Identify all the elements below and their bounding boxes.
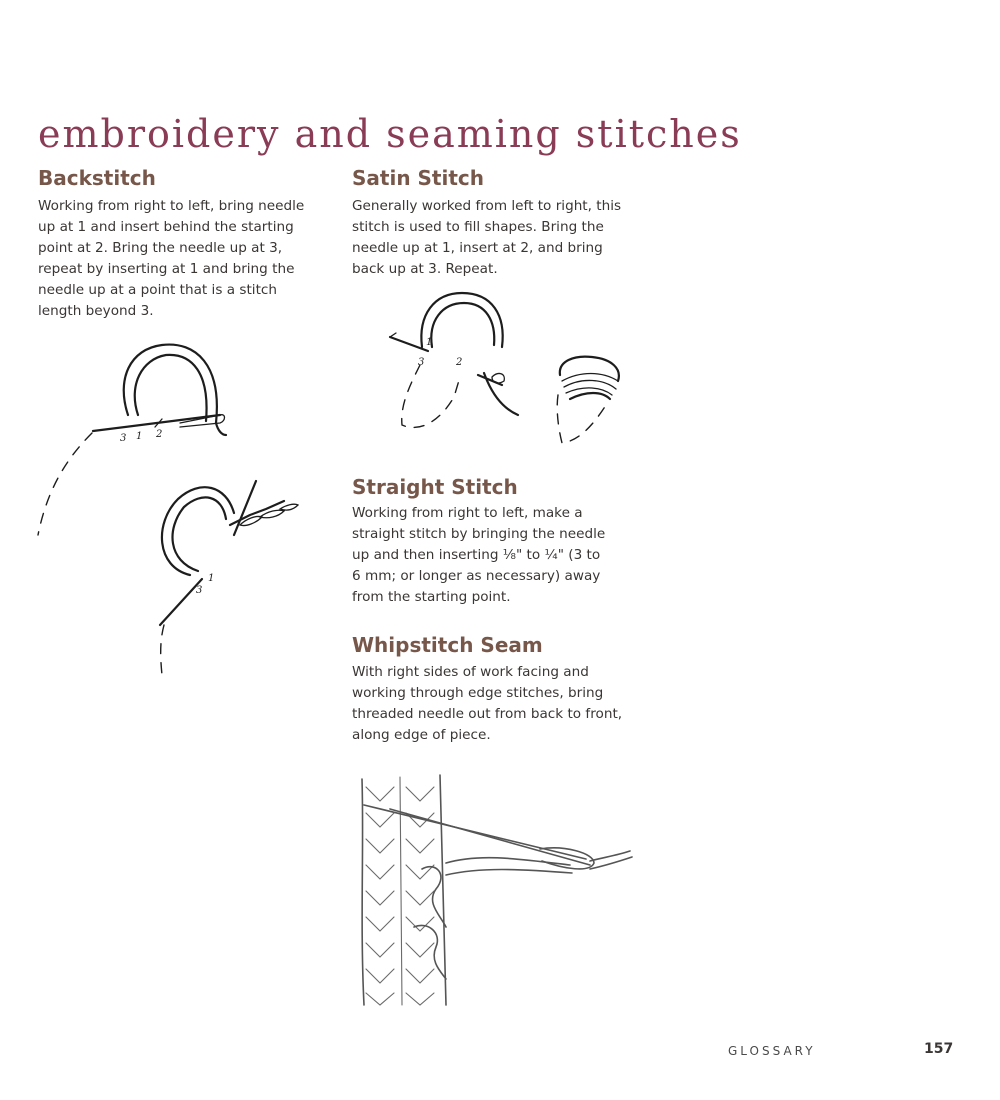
page-number: 157 (924, 1041, 954, 1057)
backstitch-description (38, 196, 338, 322)
whipstitch-line: threaded needle out from back to front, (352, 706, 623, 722)
whipstitch-seam-illustration (350, 765, 640, 1015)
whipstitch-seam-heading: Whipstitch Seam (352, 633, 543, 657)
backstitch-heading: Backstitch (38, 166, 156, 190)
satin-line: stitch is used to fill shapes. Bring the (352, 219, 604, 235)
whipstitch-line: along edge of piece. (352, 727, 491, 743)
whipstitch-line: With right sides of work facing and (352, 664, 589, 680)
section-title: embroidery and seaming stitches (38, 112, 742, 156)
satin-line: Generally worked from left to right, this (352, 198, 622, 214)
backstitch-line: repeat by inserting at 1 and bring the (38, 261, 295, 277)
backstitch-line: point at 2. Bring the needle up at 3, (38, 240, 283, 256)
backstitch-line: up at 1 and insert behind the starting (38, 219, 294, 235)
backstitch-label-2: 2 (156, 429, 163, 440)
backstitch-label-1: 1 (136, 431, 143, 442)
backstitch-label-3: 3 (120, 433, 127, 444)
backstitch-label-3b: 3 (196, 585, 203, 596)
straight-stitch-heading: Straight Stitch (352, 475, 518, 499)
straight-stitch-description (352, 503, 652, 608)
satin-label-3: 3 (418, 357, 425, 368)
footer-section-label: GLOSSARY (728, 1044, 816, 1058)
whipstitch-line: working through edge stitches, bring (352, 685, 604, 701)
satin-line: needle up at 1, insert at 2, and bring (352, 240, 603, 256)
whipstitch-seam-description (352, 662, 652, 746)
satin-stitch-heading: Satin Stitch (352, 166, 484, 190)
straight-line: Working from right to left, make a (352, 505, 583, 521)
satin-label-1: 1 (426, 337, 433, 348)
straight-line: up and then inserting ⅛" to ¼" (3 to (352, 547, 601, 563)
satin-line: back up at 3. Repeat. (352, 261, 498, 277)
backstitch-line: length beyond 3. (38, 303, 154, 319)
backstitch-line: Working from right to left, bring needle (38, 198, 305, 214)
straight-line: straight stitch by bringing the needle (352, 526, 606, 542)
satin-stitch-description (352, 196, 652, 280)
satin-label-2: 2 (456, 357, 463, 368)
straight-line: from the starting point. (352, 589, 511, 605)
backstitch-label-1b: 1 (208, 573, 215, 584)
backstitch-line: needle up at a point that is a stitch (38, 282, 277, 298)
backstitch-illustration (30, 335, 320, 685)
straight-line: 6 mm; or longer as necessary) away (352, 568, 601, 584)
satin-stitch-illustration (380, 285, 640, 460)
